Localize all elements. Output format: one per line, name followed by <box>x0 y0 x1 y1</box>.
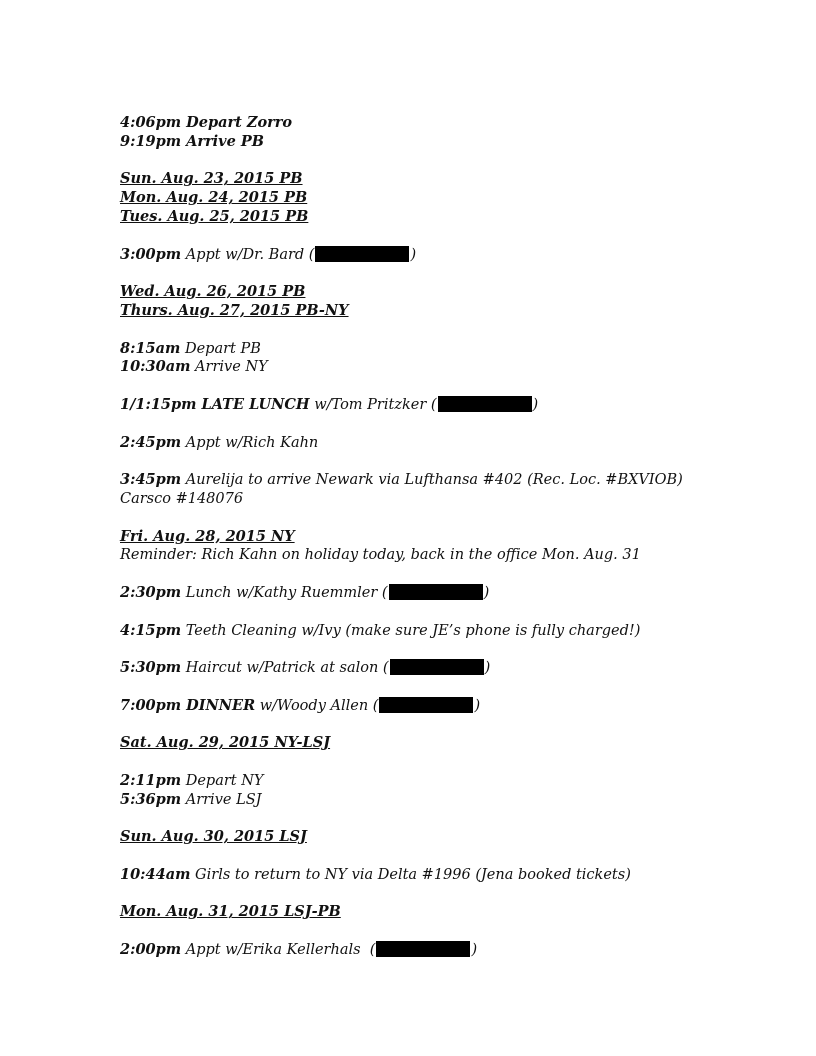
entry-text: Appt w/Rich Kahn <box>181 434 319 451</box>
schedule-entry <box>120 659 700 678</box>
entry-text: Appt w/Erika Kellerhals ( <box>181 942 376 959</box>
entry-text: Appt w/Dr. Bard ( <box>181 246 315 263</box>
schedule-entry <box>120 584 700 603</box>
schedule-entry <box>120 791 700 810</box>
entry-time: 2:30pm <box>120 583 182 601</box>
entry-text: Depart NY <box>181 772 264 789</box>
entry-time: 10:44am <box>120 865 191 883</box>
date-heading: Sun. Aug. 23, 2015 PB <box>120 170 303 188</box>
redaction-bar <box>376 941 470 957</box>
entry-text: Girls to return to NY via Delta #1996 (Jena booked tickets) <box>190 866 631 883</box>
date-heading: Sun. Aug. 30, 2015 LSJ <box>120 828 307 846</box>
entry-time: 8:15am <box>120 339 181 357</box>
entry-text-close: ) <box>410 246 417 263</box>
entry-text-close: ) <box>483 584 490 601</box>
schedule-entry <box>120 340 700 359</box>
date-heading: Sat. Aug. 29, 2015 NY-LSJ <box>120 734 331 752</box>
entry-time: 7:00pm DINNER <box>120 696 256 714</box>
schedule-entry <box>120 358 700 377</box>
entry-time: 5:30pm <box>120 659 182 677</box>
entry-time: 1/1:15pm LATE LUNCH <box>120 395 310 413</box>
entry-text-close: ) <box>474 697 481 714</box>
entry-text-close: ) <box>484 660 491 677</box>
date-heading: Mon. Aug. 31, 2015 LSJ-PB <box>120 903 341 921</box>
entry-text-close: ) <box>471 942 478 959</box>
date-heading: Wed. Aug. 26, 2015 PB <box>120 283 306 301</box>
date-heading: Tues. Aug. 25, 2015 PB <box>120 207 309 225</box>
schedule-entry <box>120 941 700 960</box>
entry-time: 10:30am <box>120 358 191 376</box>
entry-text: Aurelija to arrive Newark via Lufthansa #402 (Rec. Loc. #BXVIOB) Carsco #148076 <box>120 472 683 507</box>
schedule-line: 4:06pm Depart Zorro <box>120 114 293 131</box>
reminder-line: Reminder: Rich Kahn on holiday today, back in the office Mon. Aug. 31 <box>120 547 641 564</box>
entry-text: w/Woody Allen ( <box>255 697 379 714</box>
redaction-bar <box>390 659 484 675</box>
schedule-entry <box>120 396 700 415</box>
entry-text: Lunch w/Kathy Ruemmler ( <box>181 584 388 601</box>
schedule-entry <box>120 697 700 716</box>
date-heading: Thurs. Aug. 27, 2015 PB-NY <box>120 301 349 319</box>
schedule-line: 9:19pm Arrive PB <box>120 132 265 150</box>
entry-text: Arrive LSJ <box>181 791 262 808</box>
entry-time: 2:11pm <box>120 771 182 789</box>
entry-text: Depart PB <box>180 340 261 357</box>
redaction-bar <box>379 697 473 713</box>
entry-time: 2:45pm <box>120 433 182 451</box>
entry-time: 3:00pm <box>120 245 182 263</box>
date-heading: Fri. Aug. 28, 2015 NY <box>120 527 295 545</box>
schedule-entry <box>120 866 700 885</box>
schedule-document <box>120 114 700 960</box>
redaction-bar <box>438 396 532 412</box>
schedule-entry <box>120 772 700 791</box>
entry-text: Teeth Cleaning w/Ivy (make sure JE’s phone is fully charged!) <box>181 622 641 639</box>
entry-text: Arrive NY <box>190 359 268 376</box>
entry-text: w/Tom Pritzker ( <box>309 396 437 413</box>
schedule-entry <box>120 434 700 453</box>
entry-text: Haircut w/Patrick at salon ( <box>181 660 389 677</box>
entry-time: 2:00pm <box>120 941 182 959</box>
schedule-entry <box>120 471 700 509</box>
redaction-bar <box>389 584 483 600</box>
schedule-entry <box>120 622 700 641</box>
date-heading: Mon. Aug. 24, 2015 PB <box>120 189 308 207</box>
entry-time: 5:36pm <box>120 790 182 808</box>
entry-text-close: ) <box>532 396 539 413</box>
entry-time: 3:45pm <box>120 471 182 489</box>
entry-time: 4:15pm <box>120 621 182 639</box>
redaction-bar <box>315 246 409 262</box>
schedule-entry <box>120 246 700 265</box>
